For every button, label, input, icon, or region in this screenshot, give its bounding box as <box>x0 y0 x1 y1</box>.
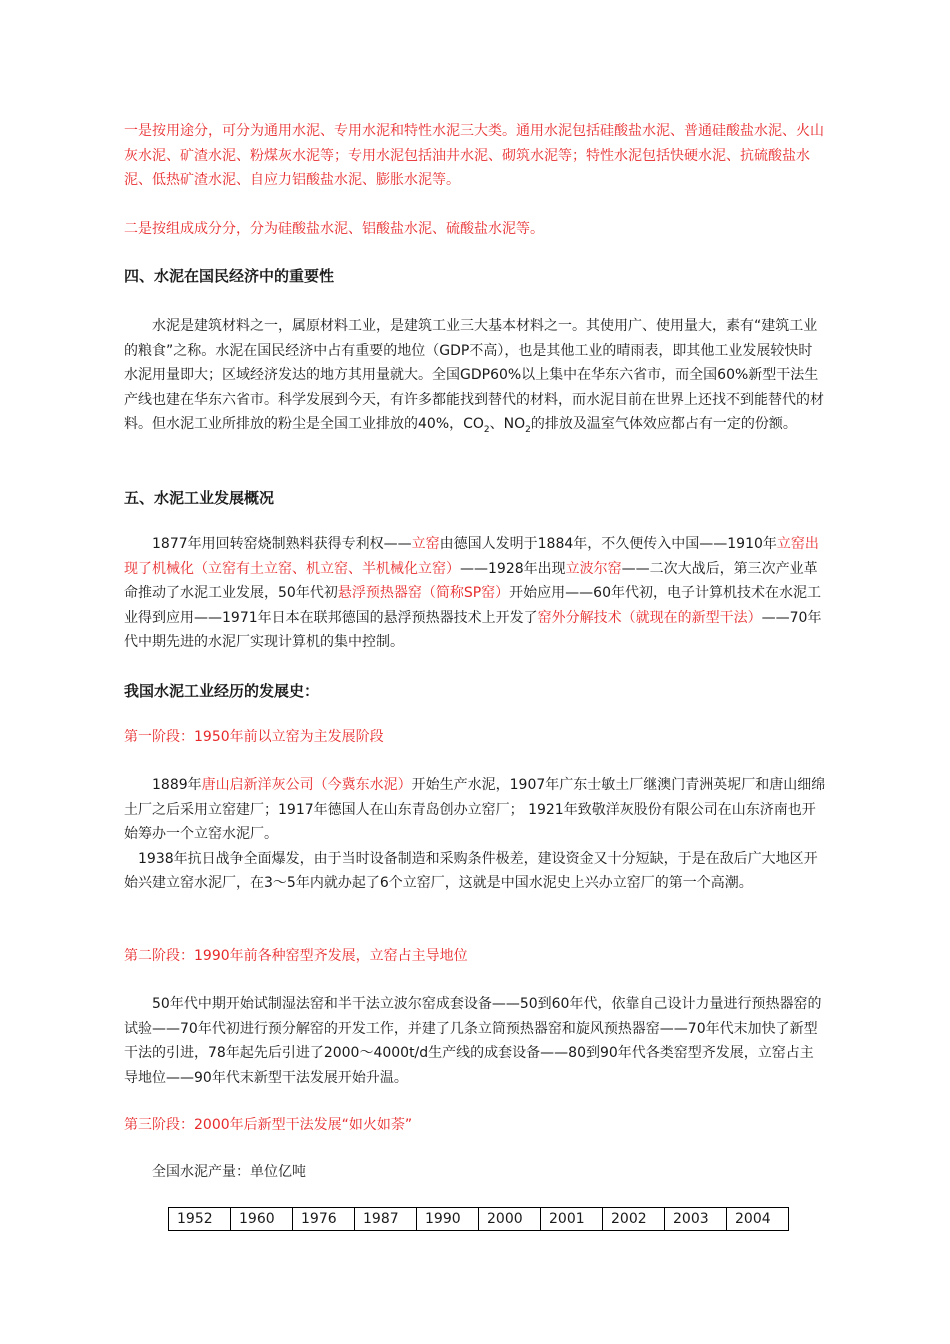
year-cell: 1952 <box>169 1208 231 1231</box>
table-row <box>169 1208 789 1231</box>
stage-1-paragraph-1: 1889年唐山启新洋灰公司（今冀东水泥）开始生产水泥，1907年广东士敏土厂继澳门青洲英坭厂和唐山细绵土厂之后采用立窑建厂；1917年德国人在山东青岛创办立窑厂； 1921年致敬洋灰股份有限公司在山东济南也开始筹办一个立窑水泥厂。 <box>124 777 826 842</box>
history-heading <box>124 679 826 703</box>
section-4 <box>124 264 826 288</box>
section-4-body <box>124 314 826 442</box>
history-title: 我国水泥工业经历的发展史： <box>124 682 320 700</box>
classification-by-composition <box>124 217 826 242</box>
production-caption: 全国水泥产量：单位亿吨 <box>152 1164 306 1180</box>
stage-2-body <box>124 992 826 1090</box>
section-4-paragraph: 水泥是建筑材料之一，属原材料工业，是建筑工业三大基本材料之一。其使用广、使用量大，素有“建筑工业的粮食”之称。水泥在国民经济中占有重要的地位（GDP不高），也是其他工业的晴雨表，即其他工业发展较快时水泥用量即大；区域经济发达的地方其用量就大。全国GDP60%以上集中在华东六省市，而全国60%新型干法生产线也建在华东六省市。科学发展到今天，有许多都能找到替代的材料，而水泥目前在世界上还找不到能替代的材料。但水泥工业所排放的粉尘是全国工业排放的40%，$CO_2$、$NO_2$的排放及温室气体效应都占有一定的份额。 <box>124 318 824 435</box>
year-cell: 2004 <box>727 1208 789 1231</box>
year-cell: 2003 <box>665 1208 727 1231</box>
year-cell: 1990 <box>417 1208 479 1231</box>
section-5-paragraph: 1877年用回转窑烧制熟料获得专利权——立窑由德国人发明于1884年，不久便传入中国——1910年立窑出现了机械化（立窑有土立窑、机立窑、半机械化立窑）——1928年出现立波尔窑——二次大战后，第三次产业革命推动了水泥工业发展，50年代初悬浮预热器窑（简称SP窑）开始应用——60年代初，电子计算机技术在水泥工业得到应用——1971年日本在联邦德国的悬浮预热器技术上开发了窑外分解技术（就现在的新型干法）——70年代中期先进的水泥厂实现计算机的集中控制。 <box>124 536 822 650</box>
stage-1 <box>124 725 826 749</box>
production-table <box>168 1207 789 1231</box>
section-5-body <box>124 532 826 655</box>
year-cell: 1976 <box>293 1208 355 1231</box>
stage-1-paragraph-2: 1938年抗日战争全面爆发，由于当时设备制造和采购条件极差，建设资金又十分短缺，于是在敌后广大地区开始兴建立窑水泥厂，在3～5年内就办起了6个立窑厂，这就是中国水泥史上兴办立窑厂的第一个高潮。 <box>124 850 818 891</box>
section-4-title: 四、水泥在国民经济中的重要性 <box>124 267 335 285</box>
stage-2-paragraph: 50年代中期开始试制湿法窑和半干法立波尔窑成套设备——50到60年代，依靠自己设计力量进行预热器窑的试验——70年代初进行预分解窑的开发工作，并建了几条立筒预热器窑和旋风预热器窑——70年代末加快了新型干法的引进，78年起先后引进了2000～4000t/d生产线的成套设备——80到90年代各类窑型齐发展，立窑占主导地位——90年代末新型干法发展开始升温。 <box>124 996 822 1086</box>
stage-3-title: 第三阶段：2000年后新型干法发展“如火如荼” <box>124 1117 413 1133</box>
stage-2 <box>124 944 826 968</box>
stage-2-title: 第二阶段：1990年前各种窑型齐发展，立窑占主导地位 <box>124 948 468 964</box>
stage-3 <box>124 1113 826 1137</box>
year-cell: 2001 <box>541 1208 603 1231</box>
year-cell: 1960 <box>231 1208 293 1231</box>
stage-1-body <box>124 773 826 896</box>
year-cell: 1987 <box>355 1208 417 1231</box>
section-5 <box>124 486 826 510</box>
class2-text: 二是按组成成分分，分为硅酸盐水泥、铝酸盐水泥、硫酸盐水泥等。 <box>124 221 544 237</box>
classification-by-use <box>124 119 826 193</box>
year-cell: 2002 <box>603 1208 665 1231</box>
stage-1-title: 第一阶段：1950年前以立窑为主发展阶段 <box>124 729 384 745</box>
production-caption-block <box>124 1160 826 1185</box>
section-5-title: 五、水泥工业发展概况 <box>124 489 275 507</box>
year-cell: 2000 <box>479 1208 541 1231</box>
class1-text: 一是按用途分，可分为通用水泥、专用水泥和特性水泥三大类。通用水泥包括硅酸盐水泥、普通硅酸盐水泥、火山灰水泥、矿渣水泥、粉煤灰水泥等；专用水泥包括油井水泥、砌筑水泥等；特性水泥包括快硬水泥、抗硫酸盐水泥、低热矿渣水泥、自应力铝酸盐水泥、膨胀水泥等。 <box>124 123 824 188</box>
